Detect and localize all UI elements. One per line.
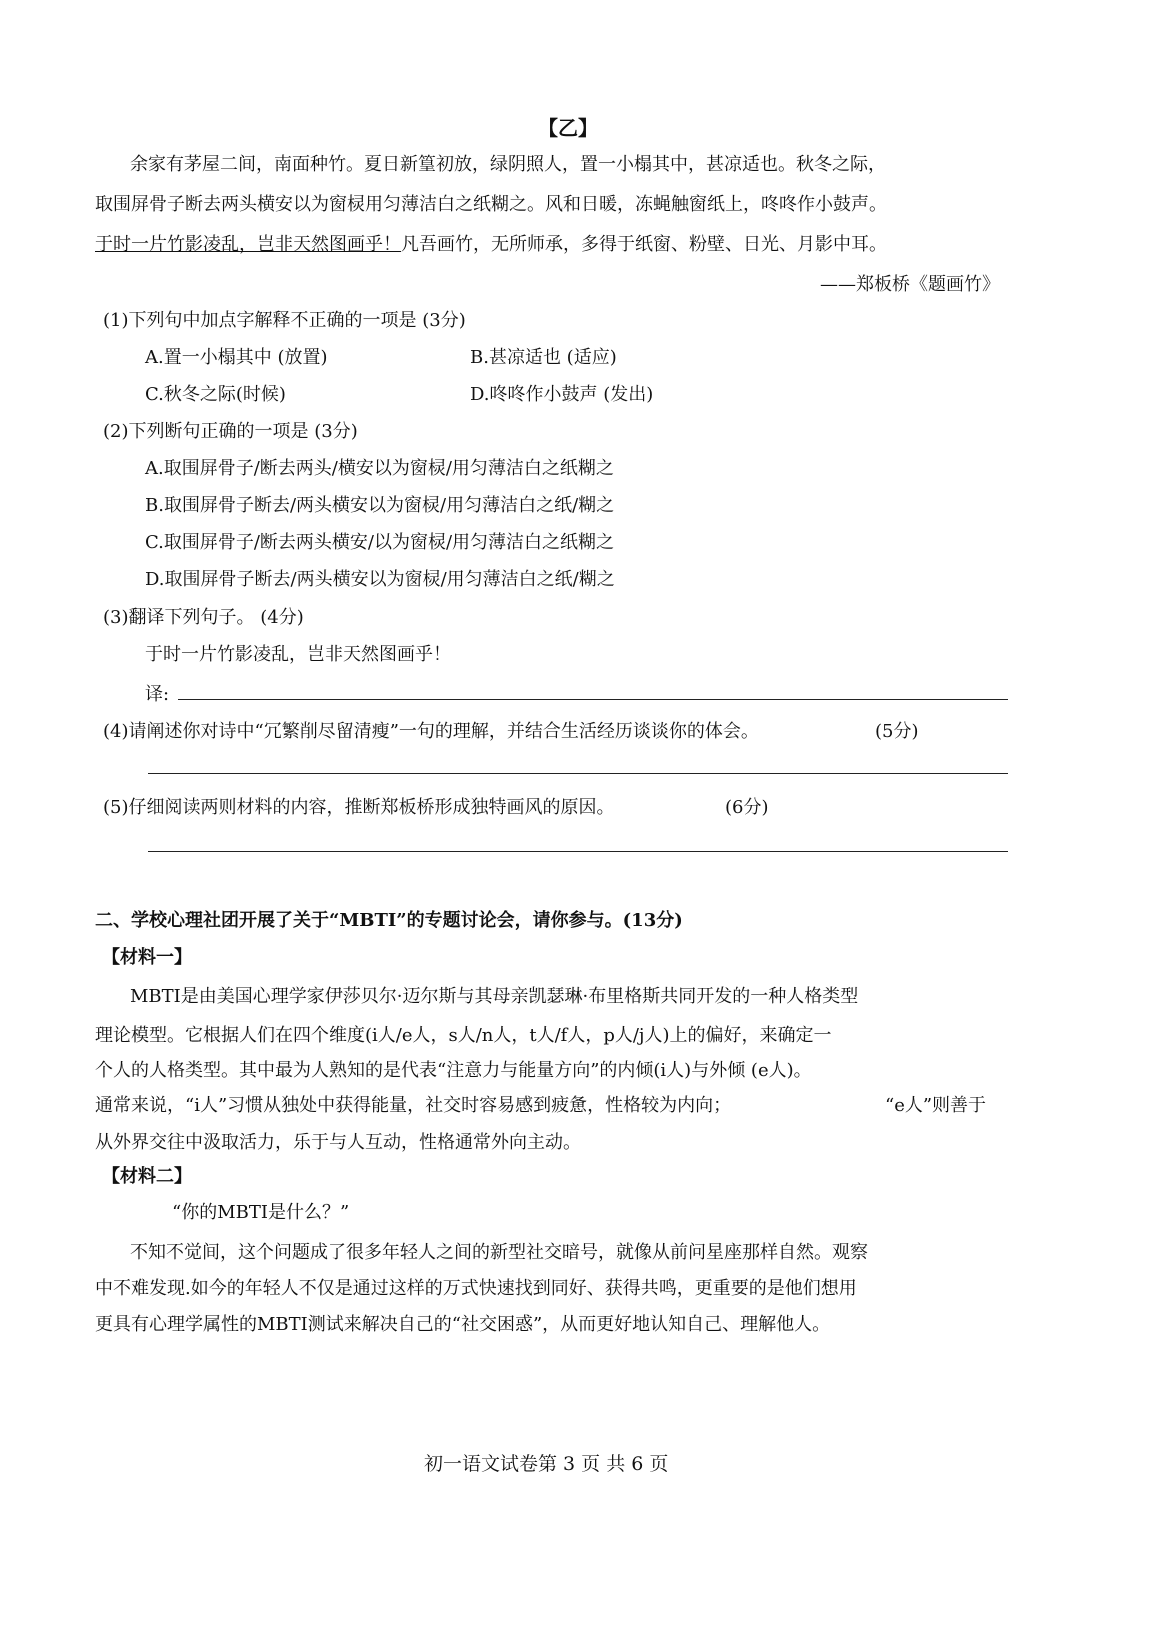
q3-sentence: 于时一片竹影凌乱，岂非天然图画乎！ — [145, 644, 451, 665]
q2-option-a: A.取围屏骨子/断去两头/横安以为窗棂/用匀薄洁白之纸糊之 — [145, 458, 614, 479]
q3-stem: (3)翻译下列句子。 (4分) — [103, 607, 304, 628]
q1-option-c: C.秋冬之际(时候) — [145, 384, 286, 405]
q3-answer-line[interactable] — [178, 699, 1008, 700]
material-1-line-5: 从外界交往中汲取活力，乐于与人互动，性格通常外向主动。 — [95, 1132, 581, 1153]
attribution: ——郑板桥《题画竹》 — [820, 274, 1000, 295]
underlined-sentence: 于时一片竹影凌乱，岂非天然图画乎！ — [95, 234, 401, 255]
q5-score: (6分) — [725, 797, 769, 818]
q2-option-b: B.取围屏骨子断去/两头横安以为窗棂/用匀薄洁白之纸/糊之 — [145, 495, 615, 516]
yi-para-line-1: 余家有茅屋二间，南面种竹。夏日新篁初放，绿阴照人，置一小榻其中，甚凉适也。秋冬之际， — [130, 154, 886, 175]
material-2-line-3: 更具有心理学属性的MBTI测试来解决自己的“社交困惑”，从而更好地认知自己、理解他人。 — [95, 1314, 831, 1335]
material-1-line-4a: 通常来说，“i人”习惯从独处中获得能量，社交时容易感到疲惫，性格较为内向； — [95, 1095, 732, 1116]
material-2-line-2: 中不难发现.如今的年轻人不仅是通过这样的万式快速找到同好、获得共鸣，更重要的是他们想用 — [95, 1278, 857, 1299]
material-1-line-1: MBTI是由美国心理学家伊莎贝尔·迈尔斯与其母亲凯瑟琳·布里格斯共同开发的一种人格类型 — [130, 986, 859, 1007]
q1-option-d: D.咚咚作小鼓声 (发出) — [470, 384, 654, 405]
q4-score: (5分) — [875, 721, 919, 742]
q1-option-a: A.置一小榻其中 (放置) — [145, 347, 328, 368]
yi-para-line-3 — [95, 230, 887, 256]
material-1-line-4b: “e人”则善于 — [885, 1095, 987, 1116]
material-2-quote: “你的MBTI是什么？” — [172, 1202, 350, 1223]
material-1-title: 【材料一】 — [102, 947, 192, 968]
q5-answer-line[interactable] — [148, 851, 1008, 852]
section2-heading: 二、学校心理社团开展了关于“MBTI”的专题讨论会，请你参与。(13分) — [95, 910, 683, 931]
yi-para-line-2: 取围屏骨子断去两头横安以为窗棂用匀薄洁白之纸糊之。风和日暖，冻蝇触窗纸上，咚咚作小鼓声。 — [95, 194, 887, 215]
q4-stem: (4)请阐述你对诗中“冗繁削尽留清瘦”一句的理解，并结合生活经历谈谈你的体会。 — [103, 721, 759, 742]
q2-option-d: D.取围屏骨子断去/两头横安以为窗棂/用匀薄洁白之纸/糊之 — [145, 569, 615, 590]
material-2-line-1: 不知不觉间，这个问题成了很多年轻人之间的新型社交暗号，就像从前问星座那样自然。观察 — [130, 1242, 868, 1263]
material-2-title: 【材料二】 — [102, 1166, 192, 1187]
yi-para-line-3-rest: 凡吾画竹，无所师承，多得于纸窗、粉壁、日光、月影中耳。 — [401, 234, 887, 255]
q4-answer-line[interactable] — [148, 773, 1008, 774]
q2-stem: (2)下列断句正确的一项是 (3分) — [103, 421, 358, 442]
q3-answer-label: 译: — [145, 684, 170, 705]
q1-stem: (1)下列句中加点字解释不正确的一项是 (3分) — [103, 310, 466, 331]
q1-option-b: B.甚凉适也 (适应) — [470, 347, 617, 368]
q2-option-c: C.取围屏骨子/断去两头横安/以为窗棂/用匀薄洁白之纸糊之 — [145, 532, 615, 553]
material-1-line-2: 理论模型。它根据人们在四个维度(i人/e人，s人/n人，t人/f人，p人/j人)上的偏好，来确定一 — [95, 1025, 832, 1046]
q5-stem: (5)仔细阅读两则材料的内容，推断郑板桥形成独特画风的原因。 — [103, 797, 615, 818]
page-footer: 初一语文试卷第 3 页 共 6 页 — [424, 1453, 669, 1475]
section-title-yi: 【乙】 — [538, 116, 598, 140]
material-1-line-3: 个人的人格类型。其中最为人熟知的是代表“注意力与能量方向”的内倾(i人)与外倾 (e人)。 — [95, 1060, 812, 1081]
